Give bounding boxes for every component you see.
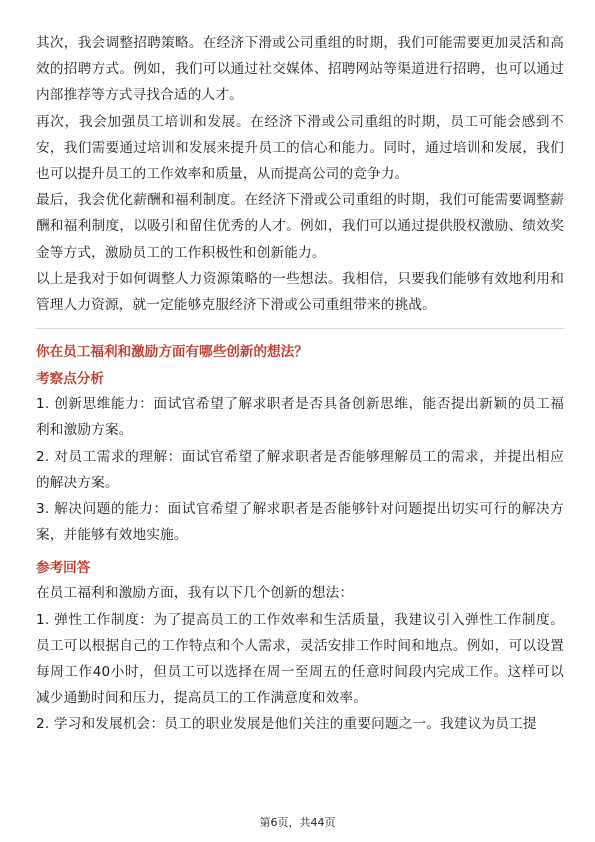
analysis-item: 2. 对员工需求的理解：面试官希望了解求职者是否能够理解员工的需求，并提出相应的解决方案。 <box>36 448 564 491</box>
document-page <box>36 30 564 738</box>
paragraph-training: 再次，我会加强员工培训和发展。在经济下滑或公司重组的时期，员工可能会感到不安，我们需要通过培训和发展来提升员工的信心和能力。同时，通过培训和发展，我们也可以提升员工的工作效率和质量，从而提高公司的竞争力。 <box>36 113 564 183</box>
answer-heading: 参考回答 <box>36 560 91 577</box>
answer-item: 1. 弹性工作制度：为了提高员工的工作效率和生活质量，我建议引入弹性工作制度。员工可以根据自己的工作特点和个人需求，灵活安排工作时间和地点。例如，可以设置每周工作40小时，但员工可以选择在周一至周五的任意时间段内完成工作。这样可以减少通勤时间和压力，提高员工的工作满意度和效率。 <box>36 611 564 707</box>
analysis-item: 1. 创新思维能力：面试官希望了解求职者是否具备创新思维，能否提出新颖的员工福利和激励方案。 <box>36 396 564 439</box>
paragraph-recruitment: 其次，我会调整招聘策略。在经济下滑或公司重组的时期，我们可能需要更加灵活和高效的招聘方式。例如，我们可以通过社交媒体、招聘网站等渠道进行招聘，也可以通过内部推荐等方式寻找合适的人才。 <box>36 35 564 104</box>
analysis-heading: 考察点分析 <box>36 371 104 388</box>
section-divider <box>36 328 564 329</box>
answer-intro: 在员工福利和激励方面，我有以下几个创新的想法： <box>36 585 354 602</box>
question-heading: 你在员工福利和激励方面有哪些创新的想法？ <box>36 344 308 361</box>
paragraph-compensation: 最后，我会优化薪酬和福利制度。在经济下滑或公司重组的时期，我们可能需要调整薪酬和福利制度，以吸引和留住优秀的人才。例如，我们可以通过提供股权激励、绩效奖金等方式，激励员工的工作积极性和创新能力。 <box>36 192 564 261</box>
page-footer: 第6页，共44页 <box>259 816 336 829</box>
analysis-item: 3. 解决问题的能力：面试官希望了解求职者是否能够针对问题提出切实可行的解决方案，并能够有效地实施。 <box>36 501 564 544</box>
paragraph-conclusion: 以上是我对于如何调整人力资源策略的一些想法。我相信，只要我们能够有效地利用和管理人力资源，就一定能够克服经济下滑或公司重组带来的挑战。 <box>36 270 564 314</box>
answer-item: 2. 学习和发展机会：员工的职业发展是他们关注的重要问题之一。我建议为员工提 <box>36 716 537 733</box>
